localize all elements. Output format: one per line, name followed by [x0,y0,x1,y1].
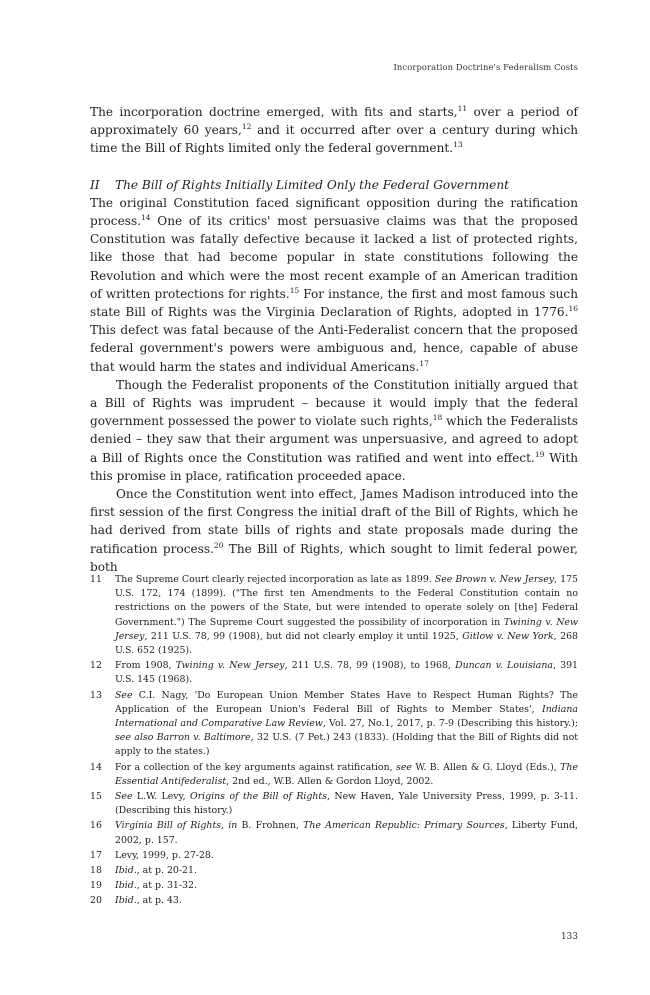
footnote-ref[interactable]: 13 [453,140,463,150]
text-run: , Liberty Fund, 2002, p. 157. [115,820,578,846]
text-run: Once the Constitution went into effect, James Madison introduced into the first session of the first Congress the initial draft of the Bill of Rights, which he had derived from state bills of rights and state proposals made during the ratification process. [90,487,578,556]
section-title: The Bill of Rights Initially Limited Only the Federal Government [115,177,509,192]
text-run: , 211 U.S. 78, 99 (1908), to 1968, [284,660,456,672]
italic-run: See [115,689,133,701]
footnote-15 [90,790,578,818]
text-run: Though the Federalist proponents of the Constitution initially argued that a Bill of Rights was imprudent – because it would imply that the federal government possessed the power to violate such rights, [90,377,578,429]
footnote-12 [90,659,578,687]
text-run: W. B. Allen & G. Lloyd (Eds.), [411,761,561,773]
footnote-text [115,894,578,908]
italic-run: Ibid. [115,865,137,877]
footnote-text [115,879,578,893]
footnote-text [115,689,578,760]
footnote-ref[interactable]: 11 [457,104,468,113]
footnote-ref[interactable]: 20 [213,540,224,550]
italic-run: Virginia Bill of Rights [115,820,222,832]
text-run: , 391 U.S. 145 (1968). [115,660,579,686]
footnote-text [115,573,578,658]
footnote-ref[interactable]: 18 [432,413,443,423]
footnote-text [115,819,578,847]
footnote-number: 11 [90,574,102,585]
italic-run: see also Barron v. Baltimore [115,732,251,744]
italic-run: The American Republic: Primary Sources [303,820,505,832]
text-run: , 175 U.S. 172, 174 (1899). ("The first ten Amendments to the Federal Constitution contain no restrictions on the powers of the State, but were intended to operate solely on [the] Federal Government.") The Supreme Court suggested the possibility of incorporation in [115,574,578,628]
footnote-11 [90,573,578,658]
text-run: The Bill of Rights, which sought to limit federal power, both [90,541,578,574]
footnote-number: 13 [90,689,102,701]
italic-run: see [396,761,412,773]
footnote-number: 19 [90,880,102,892]
footnote-number: 12 [90,660,102,672]
footnote-20 [90,894,578,908]
footnote-text [115,849,578,863]
footnote-19 [90,879,578,893]
paragraph-4 [90,485,578,576]
footnote-ref[interactable]: 12 [241,122,252,132]
italic-run: Ibid. [115,880,137,892]
italic-run: Twining v. New Jersey [115,616,578,642]
italic-run: Twining v. New Jersey [175,660,285,672]
text-run: The incorporation doctrine emerged, with fits and starts, [90,105,458,119]
footnote-number: 14 [90,761,102,773]
italic-run: Gitlow v. New York [462,630,554,642]
text-run: This defect was fatal because of the Anti-Federalist concern that the proposed federal government's powers were ambiguous and, hence, capable of abuse that would harm the states and individual Americans. [90,323,578,374]
footnote-number: 15 [90,791,102,803]
text-run: , 211 U.S. 78, 99 (1908), but did not clearly employ it until 1925, [144,630,463,642]
paragraph-1 [90,103,578,158]
footnotes [90,573,578,910]
footnote-ref[interactable]: 19 [534,449,545,459]
italic-run: Indiana International and Comparative Law Review [115,703,578,730]
italic-run: Ibid. [115,895,137,907]
footnote-ref[interactable]: 16 [568,304,578,314]
footnote-text [115,659,578,687]
text-run: The Supreme Court clearly rejected incorporation as late as 1899. [115,574,435,585]
italic-run: in [228,820,238,832]
text-run: , at p. 20-21. [136,865,197,877]
footnote-18 [90,864,578,878]
text-run: , 2nd ed., W.B. Allen & Gordon Lloyd, 2002. [226,775,434,787]
text-run: Levy, 1999, p. 27-28. [115,849,214,861]
text-run: One of its critics' most persuasive claims was that the proposed Constitution was fatally defective because it lacked a list of protected rights, like those that had become popular in state constitutions following the Revolution and which were the most recent example of an American tradition of written protections for rights. [90,214,578,301]
main-text [90,103,578,576]
paragraph-3 [90,376,578,485]
text-run: For instance, the first and most famous such state Bill of Rights was the Virginia Declaration of Rights, adopted in 1776. [90,286,578,320]
text-run: , at p. 43. [136,895,182,907]
text-run: The original Constitution faced significant opposition during the ratification process. [90,195,578,229]
section-heading [90,176,578,194]
text-run: , Vol. 27, No.1, 2017, p. 7-9 (Describing this history.); [322,718,578,730]
text-run: L.W. Levy, [132,791,190,803]
text-run: , 268 U.S. 652 (1925). [115,630,578,657]
text-run: C.I. Nagy, 'Do European Union Member States Have to Respect Human Rights? The Application of the European Union's Federal Bill of Rights to Member States', [115,689,578,715]
text-run: , 32 U.S. (7 Pet.) 243 (1833). (Holding that the Bill of Rights did not apply to the states.) [115,732,578,758]
footnote-ref[interactable]: 17 [419,358,429,368]
italic-run: See Brown v. New Jersey [434,574,555,585]
footnote-number: 20 [90,895,102,907]
italic-run: The Essential Antifederalist [115,761,578,787]
footnote-16 [90,819,578,847]
footnote-number: 17 [90,849,102,861]
section-number: II [90,177,100,192]
footnote-ref[interactable]: 15 [289,285,300,295]
text-run: With this promise in place, ratification proceeded apace. [90,450,578,483]
italic-run: Origins of the Bill of Rights [189,791,328,803]
footnote-13 [90,689,578,760]
text-run: B. Frohnen, [237,820,304,832]
footnote-text [115,864,578,878]
text-run: , at p. 31-32. [136,880,197,892]
paragraph-2 [90,194,578,376]
text-run: over a period of approximately 60 years, [90,105,578,138]
footnote-17 [90,849,578,863]
text-run: , [221,820,229,832]
italic-run: See [115,791,133,803]
running-head: Incorporation Doctrine's Federalism Costs [393,62,578,72]
page-number: 133 [560,932,578,942]
text-run: which the Federalists denied – they saw that their argument was unpersuasive, and agreed to adopt a Bill of Rights once the Constitution was ratified and went into effect. [90,414,578,465]
text-run: For a collection of the key arguments against ratification, [115,761,397,773]
footnote-number: 18 [90,865,102,877]
footnote-text [115,790,578,818]
footnote-ref[interactable]: 14 [141,213,151,223]
footnote-number: 16 [90,820,102,832]
footnote-text [115,761,578,789]
italic-run: Duncan v. Louisiana [455,660,553,672]
footnote-14 [90,761,578,789]
text-run: From 1908, [115,660,176,672]
text-run: and it occurred after over a century during which time the Bill of Rights limited only the federal government. [90,123,579,156]
text-run: , New Haven, Yale University Press, 1999, p. 3-11. (Describing this history.) [115,791,578,817]
